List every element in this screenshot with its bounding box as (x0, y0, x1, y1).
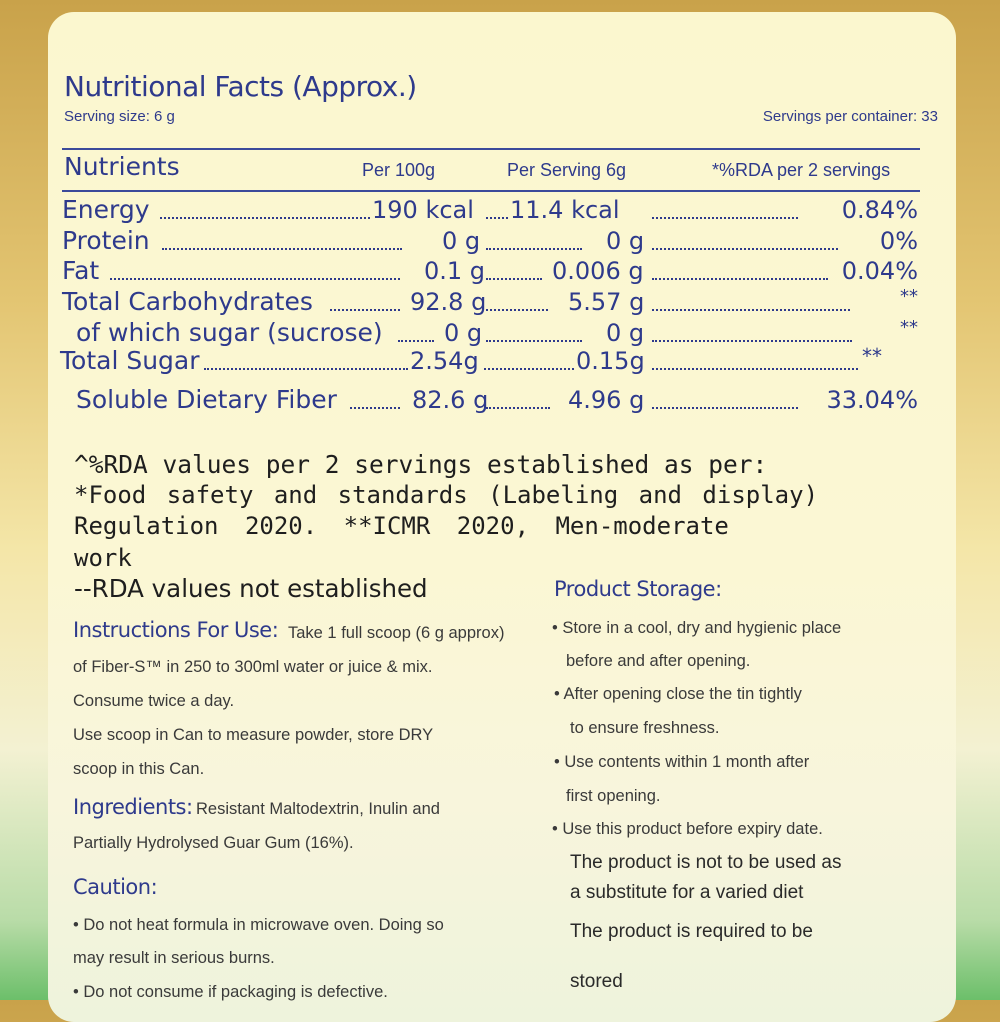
rda-value: ** (862, 344, 882, 368)
rda-not-established: --RDA values not established (74, 574, 428, 603)
storage-text: • After opening close the tin tightly (554, 685, 802, 703)
leader-dots (398, 340, 434, 342)
per-serving-value: 5.57 g (568, 288, 645, 316)
per100-value: 2.54g (410, 347, 479, 375)
leader-dots (330, 309, 400, 311)
rda-value: 0.84% (841, 196, 918, 224)
column-header-per100: Per 100g (362, 160, 436, 180)
per-serving-value: 0 g (606, 227, 645, 255)
nutrient-name: Protein (62, 226, 150, 255)
leader-dots (652, 278, 828, 280)
nutrient-name: Total Carbohydrates (62, 287, 313, 316)
per100-value: 190 kcal (372, 196, 474, 224)
ingredients-heading: Ingredients: (73, 795, 193, 819)
leader-dots (652, 248, 838, 250)
per100-value: 92.8 g (410, 288, 487, 316)
leader-dots (486, 309, 548, 311)
leader-dots (204, 368, 408, 370)
note-text: a substitute for a varied diet (570, 882, 804, 903)
nutrient-name: Total Sugar (60, 346, 200, 375)
per100-value: 0 g (444, 319, 483, 347)
caution-text: may result in serious burns. (73, 949, 275, 967)
nutrient-name: of which sugar (sucrose) (76, 318, 383, 347)
per-serving-value: 4.96 g (568, 386, 645, 414)
rda-note-line: work (74, 544, 132, 572)
storage-text: • Use this product before expiry date. (552, 820, 823, 838)
rda-note-line: Regulation 2020. **ICMR 2020, Men-moderate (74, 512, 729, 540)
storage-text: • Use contents within 1 month after (554, 753, 810, 771)
nutrient-name: Fat (62, 256, 100, 285)
leader-dots (486, 248, 582, 250)
storage-text: • Store in a cool, dry and hygienic place (552, 619, 842, 637)
caution-heading: Caution: (73, 875, 158, 899)
leader-dots (486, 340, 582, 342)
per-serving-value: 11.4 kcal (510, 196, 620, 224)
instructions-text: Use scoop in Can to measure powder, store DRY (73, 726, 434, 744)
column-header-per-serving: Per Serving 6g (507, 160, 627, 180)
leader-dots (162, 248, 402, 250)
nutrient-name: Energy (62, 195, 150, 224)
leader-dots (486, 407, 550, 409)
per100-value: 0 g (442, 227, 481, 255)
leader-dots (652, 407, 798, 409)
storage-heading: Product Storage: (554, 577, 722, 601)
rda-value: 0.04% (841, 257, 918, 285)
leader-dots (110, 278, 400, 280)
storage-text: before and after opening. (566, 652, 751, 670)
per-serving-value: 0.15g (576, 347, 645, 375)
column-header-nutrients: Nutrients (64, 152, 180, 181)
caution-text: • Do not consume if packaging is defective. (73, 983, 388, 1001)
table-header-rule (62, 190, 920, 192)
note-text: The product is not to be used as (570, 852, 842, 873)
column-header-rda: *%RDA per 2 servings (712, 160, 891, 180)
per-serving-value: 0.006 g (552, 257, 644, 285)
leader-dots (652, 217, 798, 219)
leader-dots (652, 340, 852, 342)
instructions-text: of Fiber-S™ in 250 to 300ml water or juice & mix. (73, 658, 433, 676)
storage-text: to ensure freshness. (570, 719, 720, 737)
table-top-rule (62, 148, 920, 150)
rda-value: ** (900, 286, 918, 307)
ingredients-text: Partially Hydrolysed Guar Gum (16%). (73, 834, 354, 852)
per-serving-value: 0 g (606, 319, 645, 347)
leader-dots (652, 368, 858, 370)
instructions-text: Take 1 full scoop (6 g approx) (288, 624, 505, 642)
leader-dots (160, 217, 370, 219)
rda-note-line: *Food safety and standards (Labeling and display) (74, 481, 819, 509)
leader-dots (484, 368, 574, 370)
leader-dots (350, 407, 400, 409)
rda-value: 33.04% (826, 386, 918, 414)
leader-dots (486, 278, 542, 280)
ingredients-text: Resistant Maltodextrin, Inulin and (196, 800, 440, 818)
rda-value: 0% (879, 227, 918, 255)
nutrition-title: Nutritional Facts (Approx.) (64, 70, 417, 103)
leader-dots (652, 309, 850, 311)
storage-text: first opening. (566, 787, 661, 805)
nutrient-name: Soluble Dietary Fiber (76, 385, 337, 414)
rda-note-line: ^%RDA values per 2 servings established as per: (74, 450, 768, 479)
servings-per-container: Servings per container: 33 (762, 108, 938, 125)
per100-value: 0.1 g (424, 257, 486, 285)
instructions-text: scoop in this Can. (73, 760, 205, 778)
rda-value: ** (900, 317, 918, 338)
note-text: The product is required to be (570, 921, 813, 942)
instructions-heading: Instructions For Use: (73, 618, 279, 642)
caution-text: • Do not heat formula in microwave oven. Doing so (73, 916, 444, 934)
per100-value: 82.6 g (412, 386, 489, 414)
instructions-text: Consume twice a day. (73, 692, 235, 710)
serving-size: Serving size: 6 g (64, 108, 175, 125)
note-text: stored (570, 971, 623, 992)
leader-dots (486, 217, 508, 219)
